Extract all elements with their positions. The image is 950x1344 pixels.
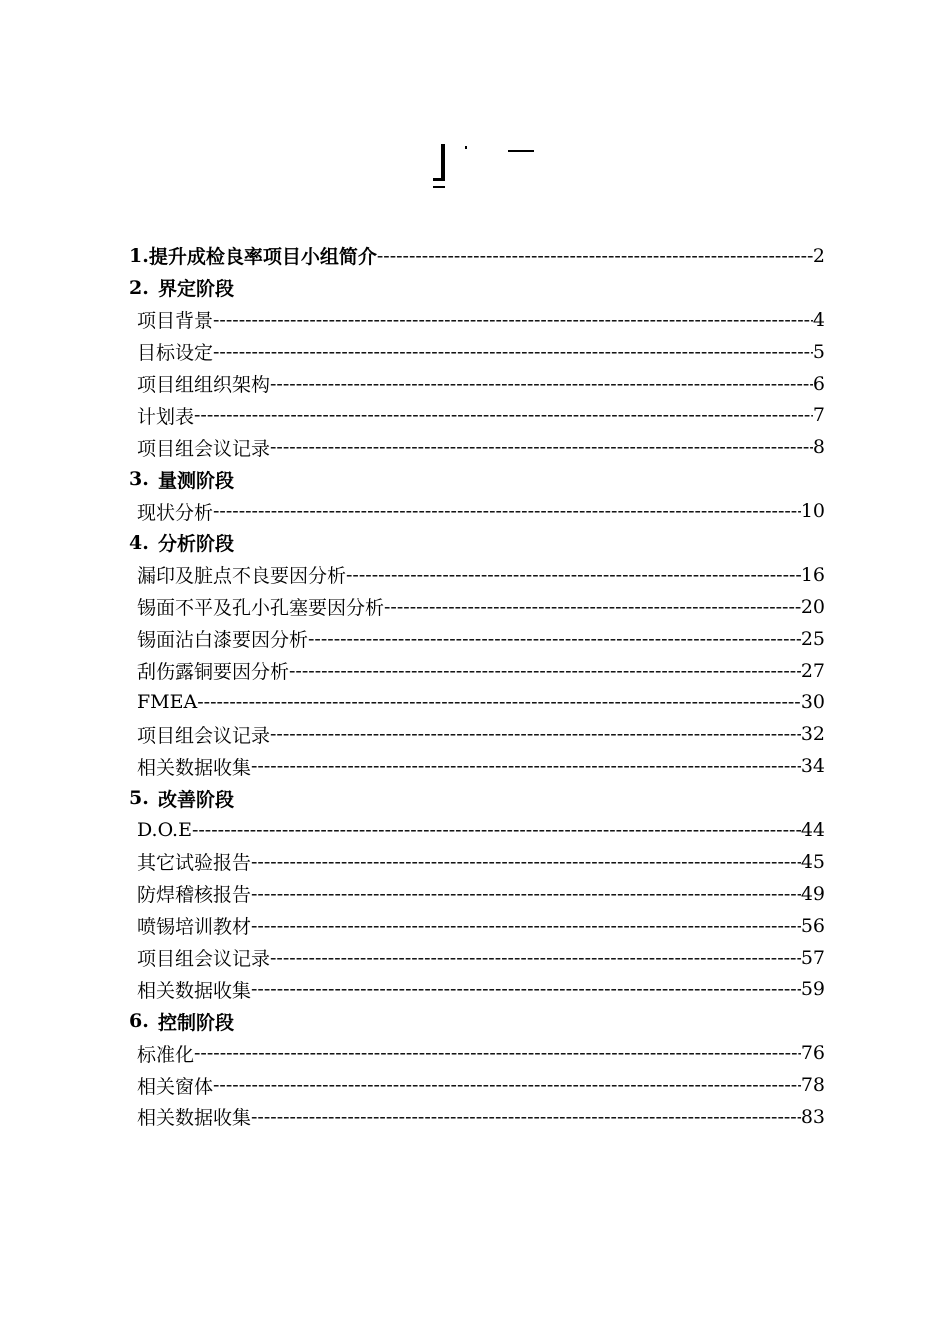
title-glyph-fragments bbox=[432, 136, 542, 192]
toc-label: 现状分析 bbox=[137, 501, 214, 524]
toc-dot-leader bbox=[213, 500, 801, 522]
toc-page-number: 56 bbox=[800, 914, 825, 937]
title-dash-glyph bbox=[508, 150, 534, 152]
toc-subentry bbox=[129, 814, 825, 846]
toc-subentry bbox=[129, 1037, 825, 1069]
toc-subentry bbox=[129, 910, 825, 942]
toc-dot-leader bbox=[308, 628, 801, 650]
table-of-contents bbox=[129, 240, 825, 1133]
toc-subentry bbox=[129, 495, 825, 527]
toc-label: 项目组会议记录 bbox=[137, 437, 271, 460]
toc-label: 计划表 bbox=[137, 405, 195, 428]
toc-dot-leader bbox=[251, 883, 801, 905]
toc-page-number: 49 bbox=[800, 882, 825, 905]
toc-label: 相关数据收集 bbox=[137, 756, 252, 779]
toc-subentry bbox=[129, 686, 825, 718]
toc-number: 1. bbox=[129, 244, 149, 267]
toc-page-number: 44 bbox=[800, 818, 825, 841]
toc-entry bbox=[129, 240, 825, 272]
toc-label: 项目组会议记录 bbox=[137, 724, 271, 747]
toc-page-number: 30 bbox=[800, 691, 825, 714]
toc-label: 喷锡培训教材 bbox=[137, 916, 252, 939]
toc-page-number: 25 bbox=[800, 627, 825, 650]
toc-subentry bbox=[129, 368, 825, 400]
toc-label: 相关数据收集 bbox=[137, 1107, 252, 1130]
toc-page-number: 16 bbox=[800, 563, 825, 586]
toc-dot-leader bbox=[213, 341, 813, 363]
toc-label: 锡面沾白漆要因分析 bbox=[137, 629, 309, 652]
toc-dot-leader bbox=[213, 1074, 801, 1096]
toc-page-number: 5 bbox=[812, 340, 825, 363]
toc-section-heading bbox=[129, 272, 825, 304]
toc-subentry bbox=[129, 336, 825, 368]
toc-page-number: 59 bbox=[800, 978, 825, 1001]
toc-dot-leader bbox=[270, 723, 801, 745]
toc-dot-leader bbox=[197, 691, 801, 713]
toc-subentry bbox=[129, 878, 825, 910]
toc-subentry bbox=[129, 304, 825, 336]
toc-subentry bbox=[129, 942, 825, 974]
toc-number: 4. bbox=[129, 531, 149, 554]
toc-dot-leader bbox=[251, 755, 801, 777]
title-underline-glyph bbox=[433, 186, 445, 188]
toc-label: 标准化 bbox=[137, 1043, 195, 1066]
toc-subentry bbox=[129, 431, 825, 463]
toc-number: 6. bbox=[129, 1010, 149, 1033]
toc-label: 目标设定 bbox=[137, 342, 214, 365]
toc-dot-leader bbox=[251, 851, 801, 873]
toc-section-heading bbox=[129, 463, 825, 495]
toc-label: 项目组会议记录 bbox=[137, 948, 271, 971]
toc-dot-leader bbox=[289, 660, 801, 682]
toc-subentry bbox=[129, 846, 825, 878]
title-bracket-glyph bbox=[432, 136, 446, 182]
toc-number: 3. bbox=[129, 468, 149, 491]
toc-subentry bbox=[129, 1101, 825, 1133]
toc-page-number: 2 bbox=[812, 244, 825, 267]
toc-dot-leader bbox=[192, 819, 801, 841]
toc-section-heading bbox=[129, 1005, 825, 1037]
toc-page-number: 83 bbox=[800, 1105, 825, 1128]
toc-label: 锡面不平及孔小孔塞要因分析 bbox=[137, 597, 385, 620]
toc-page-number: 20 bbox=[800, 595, 825, 618]
toc-subentry bbox=[129, 623, 825, 655]
toc-page-number: 7 bbox=[812, 404, 825, 427]
toc-label: 其它试验报告 bbox=[137, 852, 252, 875]
toc-page-number: 10 bbox=[800, 500, 825, 523]
toc-dot-leader bbox=[384, 596, 801, 618]
toc-label: 界定阶段 bbox=[158, 278, 235, 301]
toc-number: 5. bbox=[129, 787, 149, 810]
toc-subentry bbox=[129, 973, 825, 1005]
toc-subentry bbox=[129, 591, 825, 623]
toc-dot-leader bbox=[251, 915, 801, 937]
toc-subentry bbox=[129, 399, 825, 431]
toc-label: 相关窗体 bbox=[137, 1075, 214, 1098]
toc-label: 提升成检良率项目小组简介 bbox=[148, 246, 377, 269]
toc-dot-leader bbox=[251, 978, 801, 1000]
toc-dot-leader bbox=[377, 245, 813, 267]
toc-number: 2. bbox=[129, 276, 149, 299]
toc-label: 控制阶段 bbox=[158, 1011, 235, 1034]
toc-dot-leader bbox=[270, 947, 801, 969]
toc-label: 项目组组织架构 bbox=[137, 374, 271, 396]
toc-label: 相关数据收集 bbox=[137, 979, 252, 1002]
toc-dot-leader bbox=[213, 309, 813, 331]
toc-label: FMEA bbox=[137, 691, 198, 714]
toc-subentry bbox=[129, 655, 825, 687]
toc-page-number: 34 bbox=[800, 755, 825, 778]
title-dot-glyph bbox=[465, 146, 467, 149]
toc-dot-leader bbox=[270, 373, 813, 395]
toc-page-number: 76 bbox=[800, 1042, 825, 1065]
toc-dot-leader bbox=[270, 436, 813, 458]
toc-page-number: 45 bbox=[800, 850, 825, 873]
toc-page-number: 57 bbox=[800, 946, 825, 969]
toc-page-number: 32 bbox=[800, 723, 825, 746]
toc-subentry bbox=[129, 1069, 825, 1101]
toc-subentry bbox=[129, 718, 825, 750]
toc-section-heading bbox=[129, 782, 825, 814]
toc-label: 量测阶段 bbox=[158, 469, 235, 492]
toc-page-number: 78 bbox=[800, 1074, 825, 1097]
toc-page-number: 6 bbox=[812, 372, 825, 395]
toc-label: 漏印及脏点不良要因分析 bbox=[137, 565, 347, 588]
toc-label: 刮伤露铜要因分析 bbox=[137, 661, 290, 684]
toc-label: D.O.E bbox=[137, 818, 192, 841]
toc-subentry bbox=[129, 750, 825, 782]
toc-section-heading bbox=[129, 527, 825, 559]
toc-page-number: 8 bbox=[812, 436, 825, 459]
toc-page-number: 4 bbox=[812, 308, 825, 331]
toc-label: 分析阶段 bbox=[158, 533, 235, 556]
toc-page-number: 27 bbox=[800, 659, 825, 682]
toc-label: 改善阶段 bbox=[158, 788, 235, 811]
toc-label: 项目背景 bbox=[137, 310, 214, 333]
toc-subentry bbox=[129, 559, 825, 591]
toc-dot-leader bbox=[346, 564, 801, 586]
toc-dot-leader bbox=[194, 404, 813, 426]
toc-label: 防焊稽核报告 bbox=[137, 884, 252, 907]
toc-dot-leader bbox=[194, 1042, 801, 1064]
toc-dot-leader bbox=[251, 1106, 801, 1128]
